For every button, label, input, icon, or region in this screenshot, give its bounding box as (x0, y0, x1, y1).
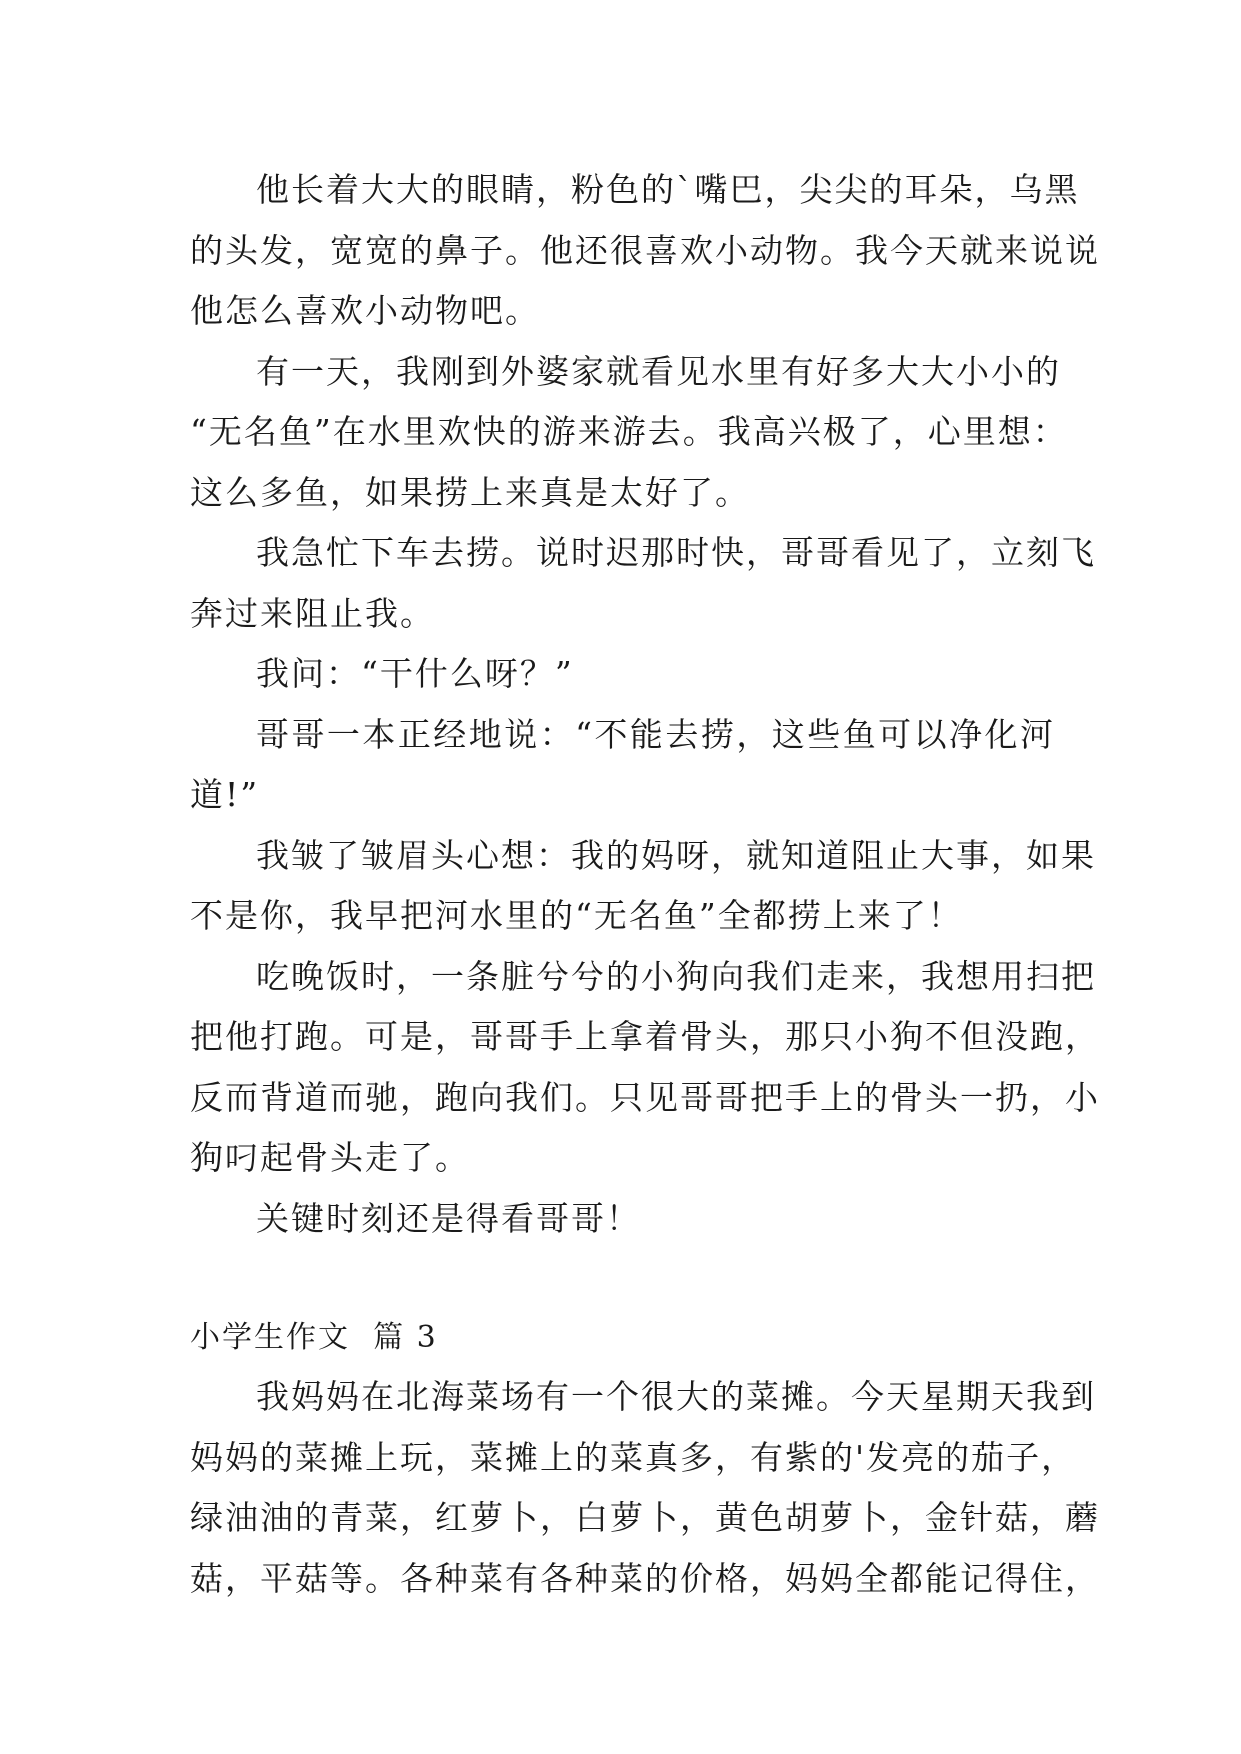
paragraph-line: 我问：“干什么呀？” (256, 654, 574, 693)
paragraph-line: 的头发，宽宽的鼻子。他还很喜欢小动物。我今天就来说说 (190, 230, 1100, 270)
paragraph-line: “无名鱼”在水里欢快的游来游去。我高兴极了，心里想： (190, 412, 1068, 451)
paragraph-line: 我急忙下车去捞。说时迟那时快，哥哥看见了，立刻飞 (256, 533, 1096, 572)
essay-3-body (190, 1367, 1100, 1609)
paragraph-line: 道!” (190, 775, 260, 814)
paragraph-line: 我皱了皱眉头心想：我的妈呀，就知道阻止大事，如果 (256, 835, 1096, 875)
paragraph-line: 他长着大大的眼睛，粉色的`嘴巴，尖尖的耳朵，乌黑 (256, 170, 1080, 209)
paragraph-line: 菇，平菇等。各种菜有各种菜的价格，妈妈全都能记得住， (190, 1558, 1100, 1598)
section-heading: 小学生作文 篇 3 (190, 1320, 438, 1355)
paragraph-line: 关键时刻还是得看哥哥！ (256, 1198, 641, 1238)
paragraph-line: 把他打跑。可是，哥哥手上拿着骨头，那只小狗不但没跑， (190, 1017, 1100, 1056)
paragraph-line: 奔过来阻止我。 (190, 593, 435, 633)
section-spacer (190, 1249, 1055, 1309)
document-page (190, 160, 1100, 1609)
paragraph-line: 反而背道而驰，跑向我们。只见哥哥把手上的骨头一扔，小 (190, 1077, 1100, 1117)
essay-2-body (190, 160, 1100, 1249)
paragraph-line: 这么多鱼，如果捞上来真是太好了。 (190, 472, 750, 512)
paragraph-line: 他怎么喜欢小动物吧。 (190, 291, 540, 330)
paragraph-line: 吃晚饭时，一条脏兮兮的小狗向我们走来，我想用扫把 (256, 956, 1096, 996)
paragraph-line: 不是你，我早把河水里的“无名鱼”全都捞上来了！ (190, 896, 963, 935)
paragraph-line: 哥哥一本正经地说：“不能去捞，这些鱼可以净化河 (256, 714, 1055, 754)
paragraph-line: 绿油油的青菜，红萝卜，白萝卜，黄色胡萝卜，金针菇，蘑 (190, 1498, 1100, 1537)
paragraph-line: 妈妈的菜摊上玩，菜摊上的菜真多，有紫的'发亮的茄子， (190, 1437, 1077, 1477)
paragraph-line: 有一天，我刚到外婆家就看见水里有好多大大小小的 (256, 351, 1061, 391)
paragraph-line: 我妈妈在北海菜场有一个很大的菜摊。今天星期天我到 (256, 1377, 1096, 1416)
paragraph-line: 狗叼起骨头走了。 (190, 1138, 470, 1177)
